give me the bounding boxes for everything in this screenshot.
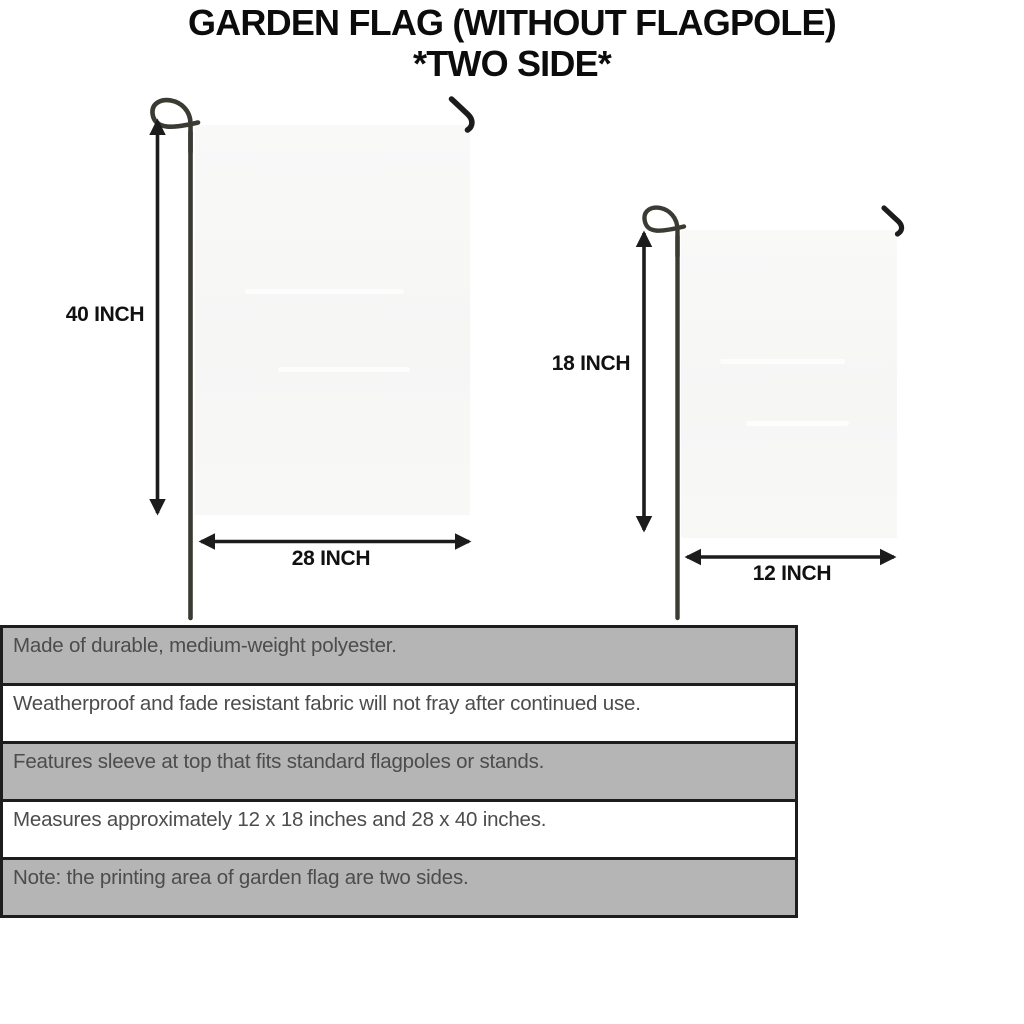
feature-text: Note: the printing area of garden flag are two sides. — [13, 866, 469, 889]
feature-text: Weatherproof and fade resistant fabric will not fray after continued use. — [13, 692, 641, 715]
fabric-crease — [278, 367, 410, 372]
small-height-label: 18 INCH — [551, 352, 631, 375]
feature-row — [3, 802, 795, 860]
feature-row — [3, 744, 795, 802]
small-flagpole-loop-icon — [644, 208, 684, 256]
feature-text: Features sleeve at top that fits standard flagpoles or stands. — [13, 750, 545, 773]
page-title-line-2: *TWO SIDE* — [412, 43, 612, 84]
features-table — [0, 625, 798, 918]
large-flagpole-loop-icon — [152, 100, 198, 152]
small-width-label: 12 INCH — [752, 562, 832, 585]
feature-text: Made of durable, medium-weight polyester. — [13, 634, 397, 657]
feature-row — [3, 628, 795, 686]
fabric-crease — [746, 421, 850, 426]
feature-row — [3, 686, 795, 744]
fabric-crease — [245, 289, 405, 294]
large-height-label: 40 INCH — [65, 303, 145, 326]
feature-text: Measures approximately 12 x 18 inches and 28 x 40 inches. — [13, 808, 547, 831]
feature-row — [3, 860, 795, 915]
page-title-line-1: GARDEN FLAG (WITHOUT FLAGPOLE) — [188, 2, 836, 43]
fabric-crease — [720, 359, 845, 364]
large-flag-panel — [195, 125, 470, 515]
large-width-label: 28 INCH — [291, 547, 371, 570]
page-title — [0, 2, 1024, 84]
small-flag-panel — [681, 230, 897, 538]
